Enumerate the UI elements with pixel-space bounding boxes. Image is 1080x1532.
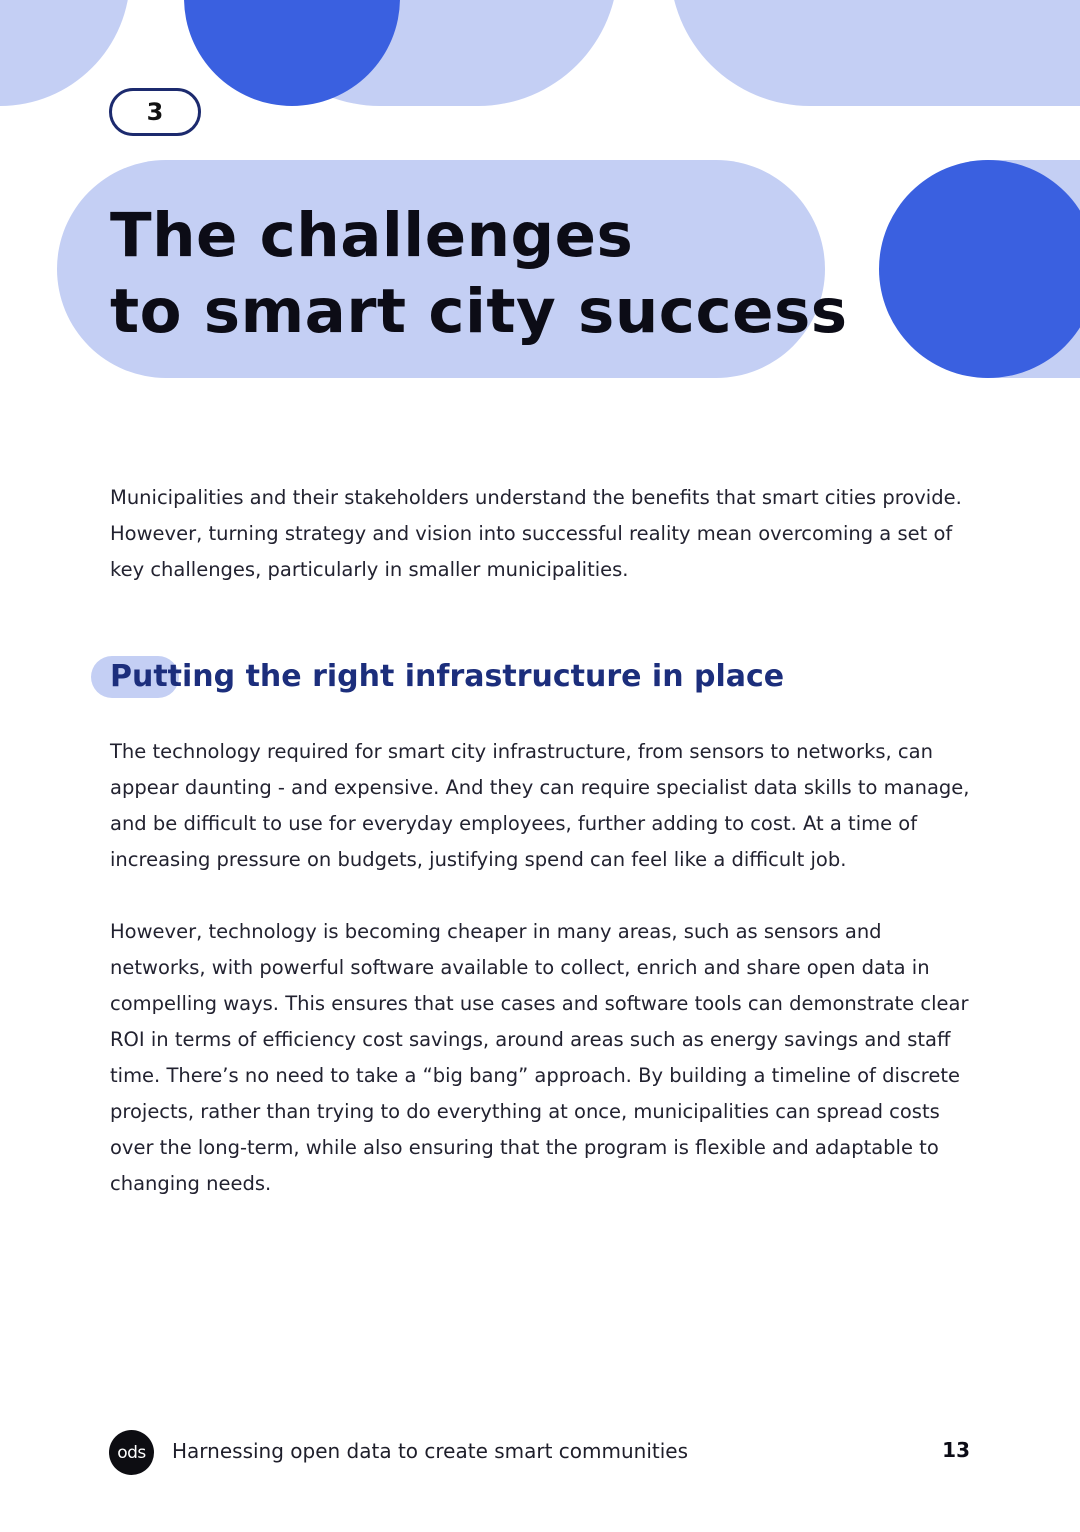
page-number: 13 xyxy=(942,1438,970,1462)
body-paragraph-1: The technology required for smart city infrastructure, from sensors to networks, can appear daunting - and expensive. And they can require specialist data skills to manage, and be difficult to use for everyday employees, further adding to cost. At a time of increasing pressure on budgets, justifying spend can feel like a difficult job. xyxy=(110,740,970,871)
intro-paragraph: Municipalities and their stakeholders understand the benefits that smart cities provide. However, turning strategy and vision into successful reality mean overcoming a set of key challenges, particularly in smaller municipalities. xyxy=(110,486,962,581)
decor-top-right-pill xyxy=(670,0,1080,106)
page-title xyxy=(110,198,848,350)
body-paragraph-2: However, technology is becoming cheaper in many areas, such as sensors and networks, with powerful software available to collect, enrich and share open data in compelling ways. This ensures that use cases and software tools can demonstrate clear ROI in terms of efficiency cost savings, around areas such as energy savings and staff time. There’s no need to take a “big bang” approach. By building a timeline of discrete projects, rather than trying to do everything at once, municipalities can spread costs over the long-term, while also ensuring that the program is flexible and adaptable to changing needs. xyxy=(110,920,969,1195)
page-title-line-1: The challenges xyxy=(110,200,634,271)
section-heading: Putting the right infrastructure in place xyxy=(110,659,785,694)
ods-logo: ods xyxy=(109,1430,154,1475)
footer-publication-title: Harnessing open data to create smart communities xyxy=(172,1439,689,1463)
page-title-line-2: to smart city success xyxy=(110,276,848,347)
decor-top-left-blob xyxy=(0,0,130,106)
chapter-number-badge: 3 xyxy=(109,88,201,136)
decor-title-blue-circle xyxy=(879,160,1080,378)
